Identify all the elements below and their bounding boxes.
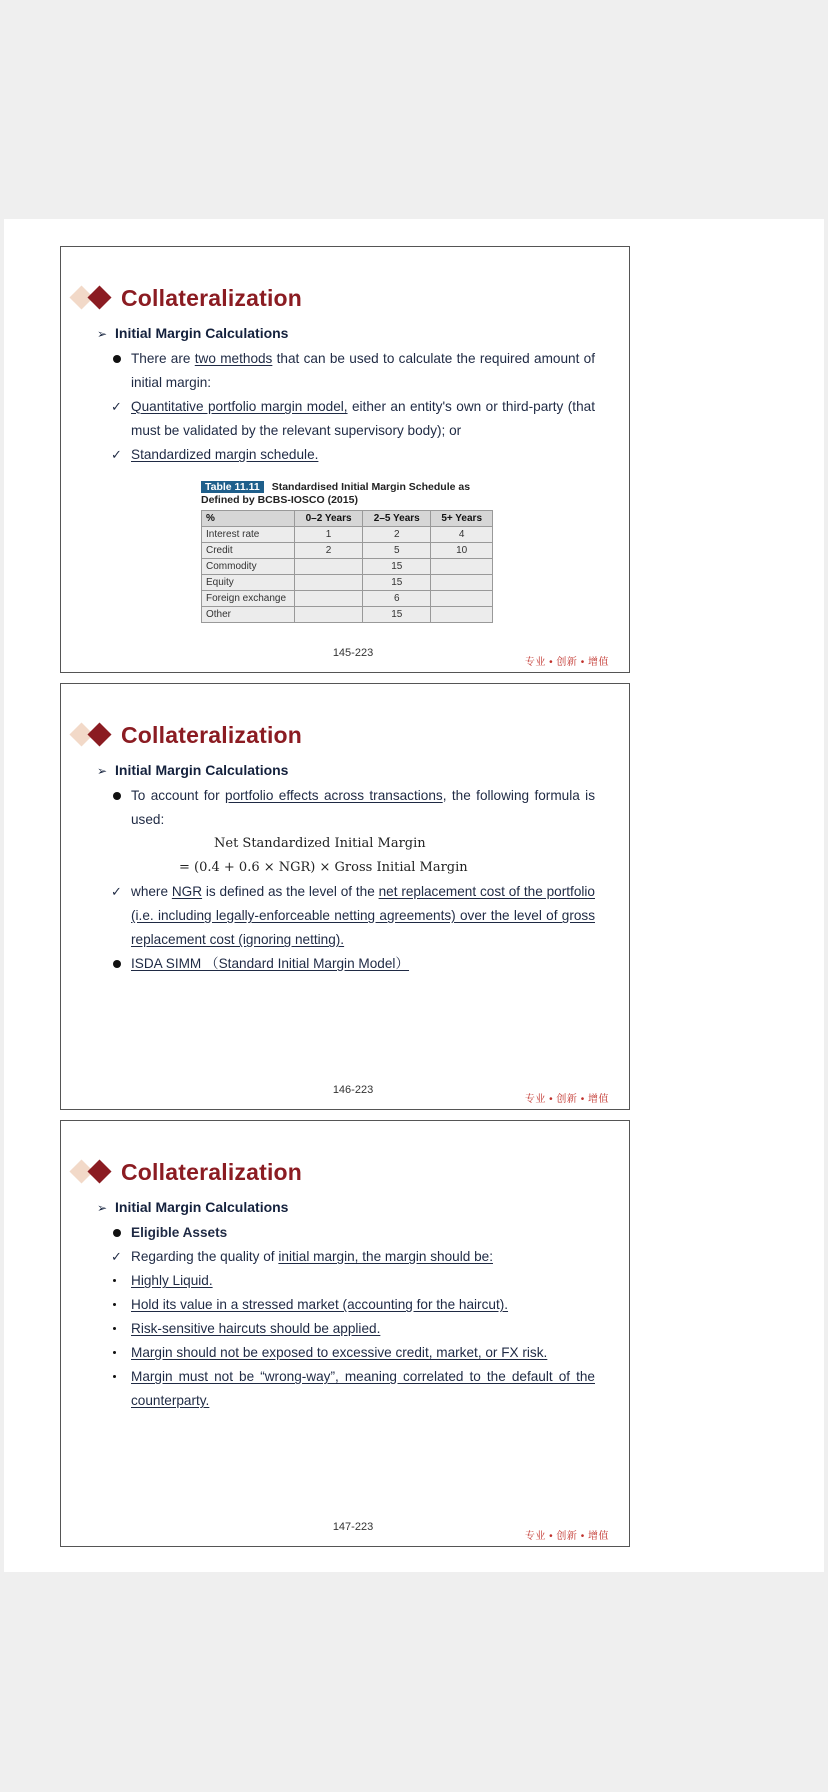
- table-cell: [295, 575, 363, 591]
- table-row: [202, 575, 493, 591]
- table-row: [202, 607, 493, 623]
- table-cell: 6: [363, 591, 431, 607]
- slide-title: Collateralization: [121, 722, 303, 748]
- check-item: ✓ Regarding the quality of initial margin, the margin should be:: [111, 1245, 595, 1269]
- check-icon: ✓: [111, 399, 122, 414]
- brand-slogan: 专业 • 创新 • 增值: [524, 1531, 609, 1542]
- table-row: [202, 543, 493, 559]
- bullet-item: ISDA SIMM （Standard Initial Margin Model）: [131, 956, 410, 971]
- diamond-icon: [73, 1161, 117, 1187]
- check-item: ✓ Quantitative portfolio margin model, either an entity's own or third-party (that must be validated by the relevant supervisory body); or: [111, 395, 595, 443]
- slide-body: [111, 1221, 595, 1413]
- table-cell: 2: [363, 527, 431, 543]
- slide-body: [111, 347, 595, 467]
- table-cell: 15: [363, 575, 431, 591]
- table-cell: 10: [431, 543, 493, 559]
- slide-145: [60, 246, 630, 673]
- formula-line: Net Standardized Initial Margin: [214, 836, 426, 851]
- table-cell: 4: [431, 527, 493, 543]
- slide-subtitle: ➢ Initial Margin Calculations: [97, 762, 289, 778]
- table-cell: [431, 559, 493, 575]
- slide-146: [60, 683, 630, 1110]
- table-cell: [295, 591, 363, 607]
- slide-body: [111, 784, 595, 976]
- table-cell: [295, 559, 363, 575]
- table-cell: [431, 607, 493, 623]
- formula-line: = (0.4 + 0.6 × NGR) × Gross Initial Margin: [179, 860, 468, 875]
- table-header-cell: 0–2 Years: [295, 511, 363, 527]
- slide-subtitle: ➢ Initial Margin Calculations: [97, 325, 289, 341]
- page-number: 147-223: [332, 1521, 374, 1533]
- check-icon: ✓: [111, 447, 122, 462]
- table-cell: [431, 591, 493, 607]
- check-icon: ✓: [111, 884, 122, 899]
- bullet-item: There are two methods that can be used to calculate the required amount of initial margin:: [131, 351, 595, 390]
- table-header-cell: 5+ Years: [431, 511, 493, 527]
- arrow-bullet-icon: ➢: [97, 764, 108, 778]
- page-number: 146-223: [332, 1084, 374, 1096]
- table-row: [202, 527, 493, 543]
- slide-subtitle: ➢ Initial Margin Calculations: [97, 1199, 289, 1215]
- list-item: Highly Liquid.: [131, 1273, 213, 1288]
- table-cell: [431, 575, 493, 591]
- slide-title: Collateralization: [121, 285, 303, 311]
- table-caption: Table 11.11 Standardised Initial Margin Schedule as Defined by BCBS-IOSCO (2015): [201, 481, 471, 506]
- list-item: Risk-sensitive haircuts should be applied.: [131, 1321, 381, 1336]
- table-cell: Credit: [202, 543, 295, 559]
- table-row: [202, 591, 493, 607]
- table-cell: Foreign exchange: [202, 591, 295, 607]
- brand-slogan: 专业 • 创新 • 增值: [524, 1094, 609, 1105]
- page-number: 145-223: [332, 647, 374, 659]
- table-cell: 15: [363, 559, 431, 575]
- margin-schedule-table: [201, 481, 493, 623]
- table-header-cell: %: [202, 511, 295, 527]
- table-cell: Commodity: [202, 559, 295, 575]
- table-row: [202, 559, 493, 575]
- check-item: ✓ Standardized margin schedule.: [111, 443, 595, 467]
- table-cell: 1: [295, 527, 363, 543]
- table-cell: Equity: [202, 575, 295, 591]
- table-header-cell: 2–5 Years: [363, 511, 431, 527]
- table-cell: Interest rate: [202, 527, 295, 543]
- list-item: Hold its value in a stressed market (accounting for the haircut).: [131, 1297, 509, 1312]
- check-icon: ✓: [111, 1249, 122, 1264]
- table-cell: 15: [363, 607, 431, 623]
- table-cell: Other: [202, 607, 295, 623]
- slide-147: [60, 1120, 630, 1547]
- arrow-bullet-icon: ➢: [97, 327, 108, 341]
- check-item: ✓ where NGR is defined as the level of the net replacement cost of the portfolio (i.e. including legally-enforceable netting agreements) over the level of gross replacement cost (ignoring netting).: [111, 880, 595, 952]
- table-cell: 2: [295, 543, 363, 559]
- diamond-icon: [73, 287, 117, 313]
- arrow-bullet-icon: ➢: [97, 1201, 108, 1215]
- slide-title: Collateralization: [121, 1159, 303, 1185]
- table-cell: 5: [363, 543, 431, 559]
- brand-slogan: 专业 • 创新 • 增值: [524, 657, 609, 668]
- bullet-item: To account for portfolio effects across transactions, the following formula is used:: [131, 788, 595, 827]
- diamond-icon: [73, 724, 117, 750]
- list-item: Margin must not be “wrong-way”, meaning correlated to the default of the counterparty.: [131, 1369, 595, 1408]
- bullet-item: Eligible Assets: [131, 1225, 228, 1240]
- table-cell: [295, 607, 363, 623]
- list-item: Margin should not be exposed to excessive credit, market, or FX risk.: [131, 1345, 548, 1360]
